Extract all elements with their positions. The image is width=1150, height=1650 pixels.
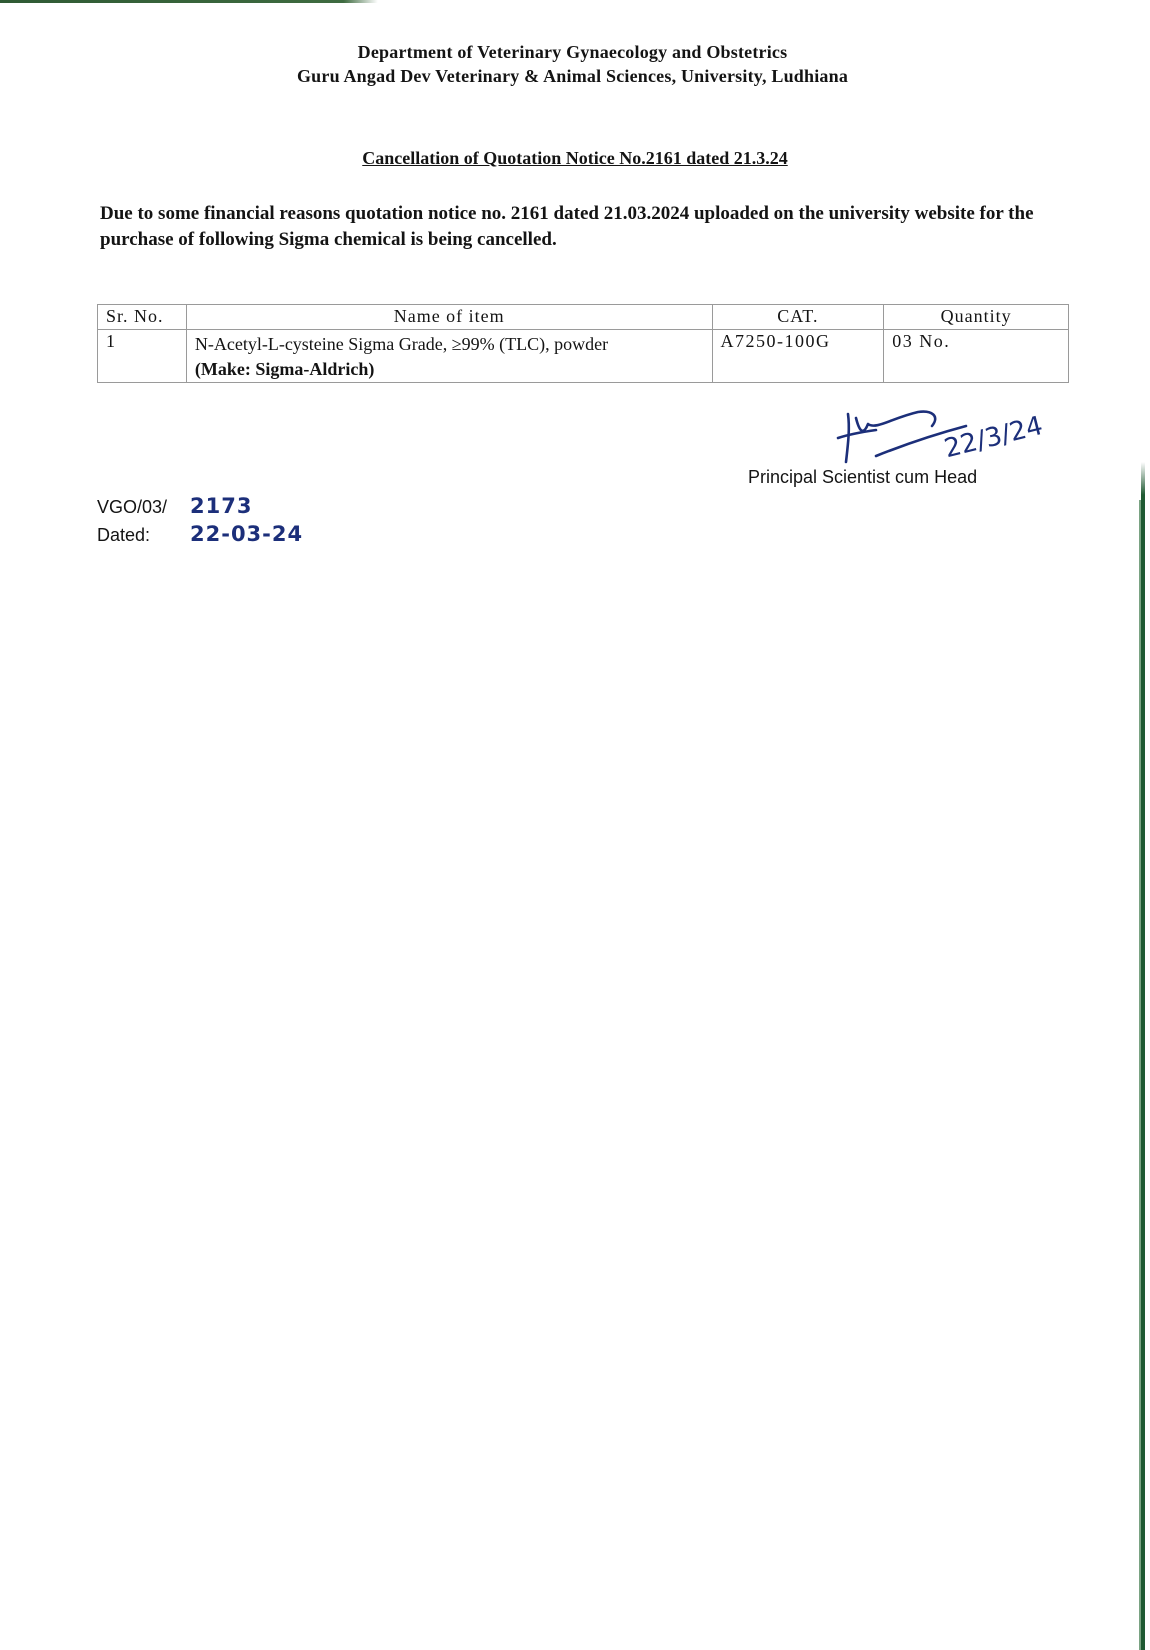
signature-date: 22/3/24	[941, 410, 1046, 465]
scan-edge-right	[1141, 0, 1145, 1650]
reference-number: 2173	[190, 494, 253, 518]
letterhead	[0, 40, 1145, 88]
notice-subject: Cancellation of Quotation Notice No.2161 dated 21.3.24	[362, 148, 788, 168]
item-make: (Make: Sigma-Aldrich)	[194, 359, 375, 379]
table-row	[98, 330, 1069, 383]
table-header-row	[98, 305, 1069, 330]
reference-prefix: VGO/03/	[97, 497, 168, 517]
university-name: Guru Angad Dev Veterinary & Animal Sciences, University, Ludhiana	[296, 66, 849, 86]
items-table	[97, 304, 1069, 383]
cell-item-name	[186, 330, 712, 383]
signatory-title: Principal Scientist cum Head	[748, 467, 978, 487]
header-cat: CAT.	[712, 305, 884, 330]
notice-body: Due to some financial reasons quotation notice no. 2161 dated 21.03.2024 uploaded on the university website for the purchase of following Sigma chemical is being cancelled.	[100, 203, 1034, 250]
header-quantity: Quantity	[884, 305, 1069, 330]
scan-edge-top	[0, 0, 1145, 3]
header-sr-no: Sr. No.	[98, 305, 187, 330]
reference-date-row	[97, 522, 303, 546]
header-item-name: Name of item	[186, 305, 712, 330]
handwritten-signature	[836, 404, 1046, 474]
item-description: N-Acetyl-L-cysteine Sigma Grade, ≥99% (TLC), powder	[194, 334, 609, 354]
department-name: Department of Veterinary Gynaecology and Obstetrics	[357, 42, 788, 62]
reference-number-row	[97, 494, 252, 518]
cell-sr-no: 1	[98, 330, 187, 383]
scan-edge-right-inner	[1139, 500, 1141, 1650]
reference-date: 22-03-24	[190, 522, 304, 546]
cell-cat: A7250-100G	[712, 330, 884, 383]
date-label: Dated:	[97, 525, 151, 545]
cell-quantity: 03 No.	[884, 330, 1069, 383]
